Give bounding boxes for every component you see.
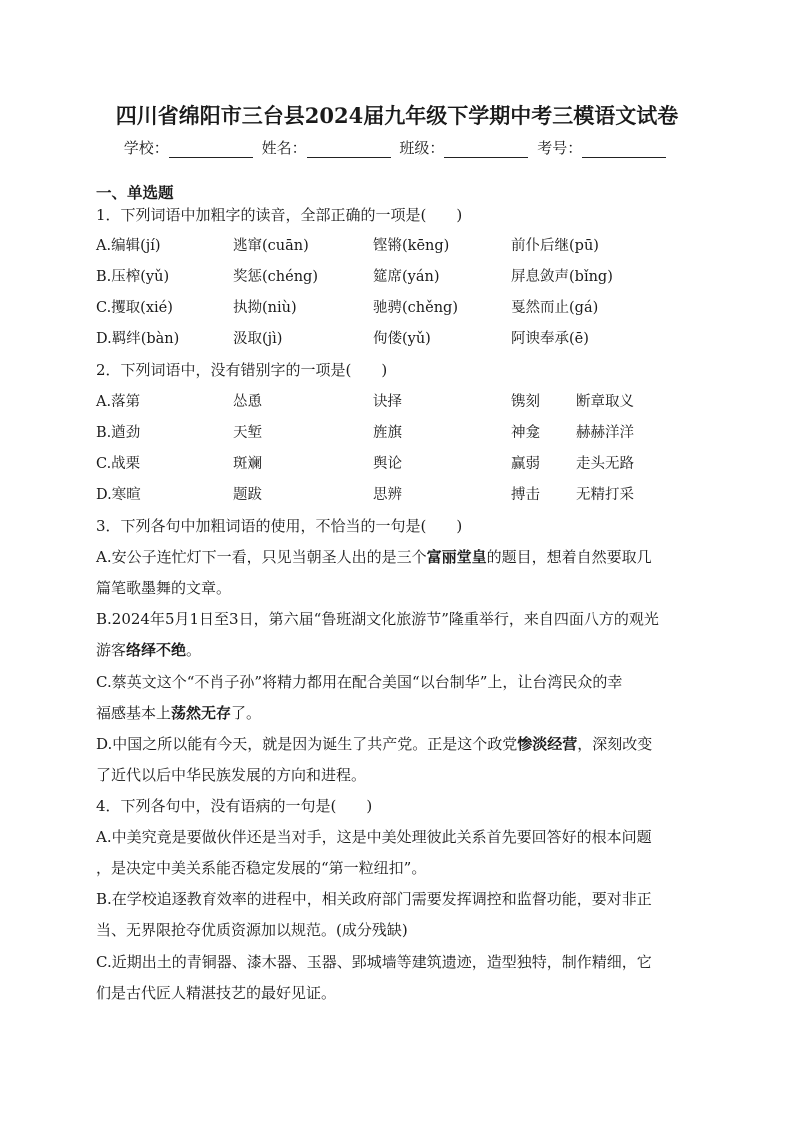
student-info-line [0, 137, 794, 158]
option-cell: A.编辑(jí) [96, 238, 161, 254]
text-run: 福感基本上 [96, 704, 172, 722]
option-cell: 天堑 [233, 425, 262, 441]
name-label: 姓名： [261, 139, 307, 157]
option-cell: 诀择 [373, 394, 402, 410]
option-cell: 前仆后继(pū) [511, 238, 599, 254]
option-cell: 赫赫洋洋 [576, 425, 634, 441]
option-cell: 搏击 [511, 487, 540, 503]
option-cell: 题跋 [233, 487, 262, 503]
q3-option-d-line2: 了近代以后中华民族发展的方向和进程。 [96, 766, 367, 784]
option-cell: 驰骋(chěng) [373, 300, 458, 316]
option-cell: 汲取(jì) [233, 331, 283, 347]
option-cell: 屏息敛声(bǐng) [511, 269, 613, 285]
option-cell: 断章取义 [576, 394, 634, 410]
q3-option-c-line2 [96, 703, 261, 723]
q4-option-c-line2: 们是古代匠人精湛技艺的最好见证。 [96, 984, 337, 1002]
q4-option-a-line2: ，是决定中美关系能否稳定发展的“第一粒纽扣”。 [96, 859, 427, 877]
text-run: 了。 [231, 704, 262, 722]
class-blank[interactable] [444, 143, 528, 158]
option-cell: 筵席(yán) [373, 269, 440, 285]
option-cell: D.羁绊(bàn) [96, 331, 180, 347]
option-cell: C.战栗 [96, 456, 141, 472]
class-label: 班级： [399, 139, 445, 157]
text-run: 。 [186, 641, 202, 659]
number-blank[interactable] [582, 143, 666, 158]
option-cell: 镌刻 [511, 394, 540, 410]
text-run: 游客 [96, 641, 127, 659]
q2-stem: 2．下列词语中，没有错别字的一项是( ) [96, 361, 388, 379]
option-cell: 神龛 [511, 425, 540, 441]
q3-option-d-line1 [96, 734, 652, 754]
option-cell: 怂恿 [233, 394, 262, 410]
option-cell: 赢弱 [511, 456, 540, 472]
q4-stem: 4．下列各句中，没有语病的一句是( ) [96, 797, 373, 815]
q3-option-b-line1: B.2024年5月1日至3日，第六届“鲁班湖文化旅游节”隆重举行，来自四面八方的观光 [96, 610, 659, 628]
option-cell: B.遒劲 [96, 425, 141, 441]
q4-option-b-line2: 当、无界限抢夺优质资源加以规范。(成分残缺) [96, 921, 408, 939]
q3-option-c-line1: C.蔡英文这个“不肖子孙”将精力都用在配合美国“以台制华”上，让台湾民众的幸 [96, 673, 623, 691]
q3-stem: 3．下列各句中加粗词语的使用，不恰当的一句是( ) [96, 517, 463, 535]
option-cell: 铿锵(kēng) [373, 238, 450, 254]
option-cell: 奖惩(chéng) [233, 269, 318, 285]
name-blank[interactable] [307, 143, 391, 158]
text-run: ，深刻改变 [577, 735, 653, 753]
exam-title: 四川省绵阳市三台县2024届九年级下学期中考三模语文试卷 [115, 103, 679, 128]
option-cell: 思辨 [373, 487, 402, 503]
text-run: D.中国之所以能有今天，就是因为诞生了共产党。正是这个政党 [96, 735, 518, 753]
option-cell: 旌旗 [373, 425, 402, 441]
q3-option-b-line2 [96, 640, 201, 660]
q3-option-a-line2: 篇笔歌墨舞的文章。 [96, 579, 232, 597]
option-cell: 无精打采 [576, 487, 634, 503]
option-cell: D.寒暄 [96, 487, 141, 503]
option-cell: B.压榨(yǔ) [96, 269, 170, 285]
q3-option-a-line1 [96, 547, 652, 567]
section-heading: 一、单选题 [96, 183, 174, 202]
option-cell: 逃窜(cuān) [233, 238, 309, 254]
option-cell: 斑斓 [233, 456, 262, 472]
option-cell: 舆论 [373, 456, 402, 472]
option-cell: 佝偻(yǔ) [373, 331, 431, 347]
option-cell: A.落第 [96, 394, 141, 410]
option-cell: 阿谀奉承(ē) [511, 331, 589, 347]
q4-option-c-line1: C.近期出土的青铜器、漆木器、玉器、郢城墙等建筑遗迹，造型独特，制作精细，它 [96, 953, 652, 971]
text-run: A.安公子连忙灯下一看，只见当朝圣人出的是三个 [96, 548, 427, 566]
text-run: 的题目，想着自然要取几 [486, 548, 652, 566]
option-cell: 走头无路 [576, 456, 634, 472]
school-blank[interactable] [169, 143, 253, 158]
q4-option-b-line1: B.在学校追逐教育效率的进程中，相关政府部门需要发挥调控和监督功能，要对非正 [96, 890, 652, 908]
option-cell: 戛然而止(gá) [511, 300, 599, 316]
bold-term: 惨淡经营 [517, 735, 578, 753]
option-cell: 执拗(niù) [233, 300, 297, 316]
school-label: 学校： [123, 139, 169, 157]
bold-term: 荡然无存 [171, 704, 232, 722]
q1-stem: 1．下列词语中加粗字的读音，全部正确的一项是( ) [96, 206, 463, 224]
option-cell: C.攫取(xié) [96, 300, 173, 316]
bold-term: 富丽堂皇 [426, 548, 487, 566]
bold-term: 络绎不绝 [126, 641, 187, 659]
number-label: 考号： [537, 139, 583, 157]
q4-option-a-line1: A.中美究竟是要做伙伴还是当对手，这是中美处理彼此关系首先要回答好的根本问题 [96, 828, 652, 846]
